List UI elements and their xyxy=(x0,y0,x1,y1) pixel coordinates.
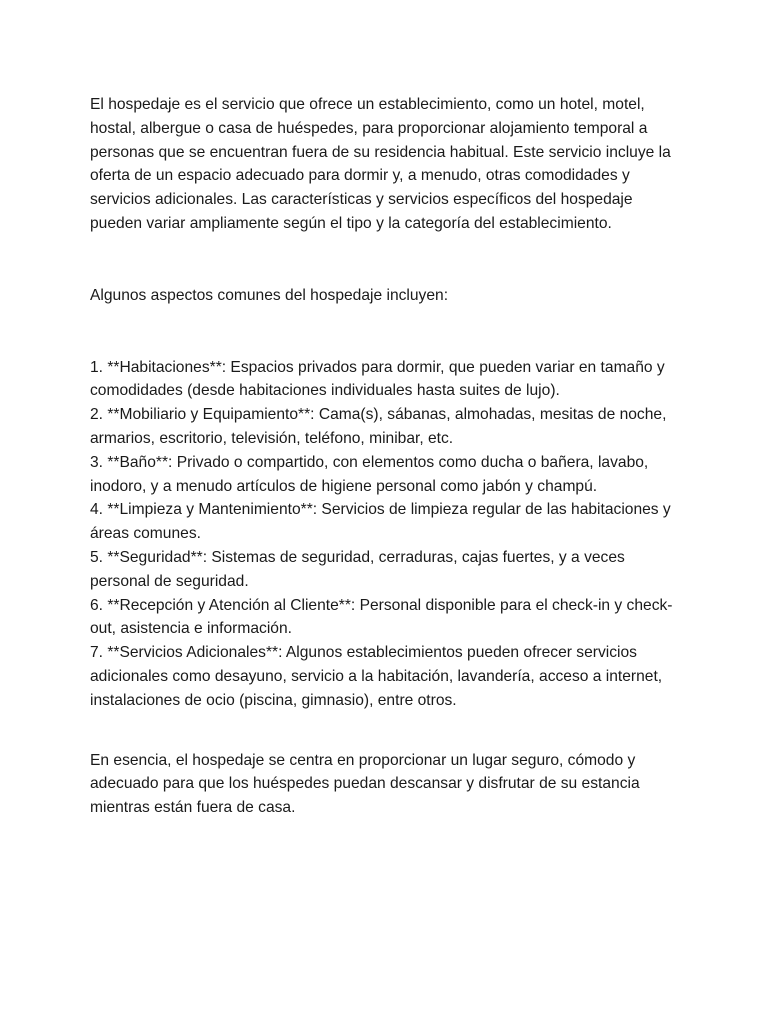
intro-paragraph: El hospedaje es el servicio que ofrece un establecimiento, como un hotel, motel, hostal, albergue o casa de huéspedes, para proporcionar alojamiento temporal a personas que se encuentran fuera de su residencia habitual. Este servicio incluye la oferta de un espacio adecuado para dormir y, a menudo, otras comodidades y servicios adicionales. Las características y servicios específicos del hospedaje pueden variar ampliamente según el tipo y la categoría del establecimiento. xyxy=(90,96,671,232)
document-body xyxy=(90,93,690,820)
aspects-list xyxy=(90,356,690,713)
list-item: 2. **Mobiliario y Equipamiento**: Cama(s), sábanas, almohadas, mesitas de noche, armarios, escritorio, televisión, teléfono, minibar, etc. xyxy=(90,406,667,447)
list-item: 1. **Habitaciones**: Espacios privados para dormir, que pueden variar en tamaño y comodidades (desde habitaciones individuales hasta suites de lujo). xyxy=(90,358,665,400)
lead-paragraph: Algunos aspectos comunes del hospedaje incluyen: xyxy=(90,286,449,304)
list-item: 5. **Seguridad**: Sistemas de seguridad, cerraduras, cajas fuertes, y a veces personal de seguridad. xyxy=(90,548,625,590)
list-item: 6. **Recepción y Atención al Cliente**: Personal disponible para el check-in y check-out, asistencia e información. xyxy=(90,596,673,638)
closing-paragraph: En esencia, el hospedaje se centra en proporcionar un lugar seguro, cómodo y adecuado para que los huéspedes puedan descansar y disfrutar de su estancia mientras están fuera de casa. xyxy=(90,751,640,817)
list-item: 3. **Baño**: Privado o compartido, con elementos como ducha o bañera, lavabo, inodoro, y a menudo artículos de higiene personal como jabón y champú. xyxy=(90,453,649,495)
list-item: 4. **Limpieza y Mantenimiento**: Servicios de limpieza regular de las habitaciones y áreas comunes. xyxy=(90,501,671,543)
list-item: 7. **Servicios Adicionales**: Algunos establecimientos pueden ofrecer servicios adicionales como desayuno, servicio a la habitación, lavandería, acceso a internet, instalaciones de ocio (piscina, gimnasio), entre otros. xyxy=(90,644,663,709)
